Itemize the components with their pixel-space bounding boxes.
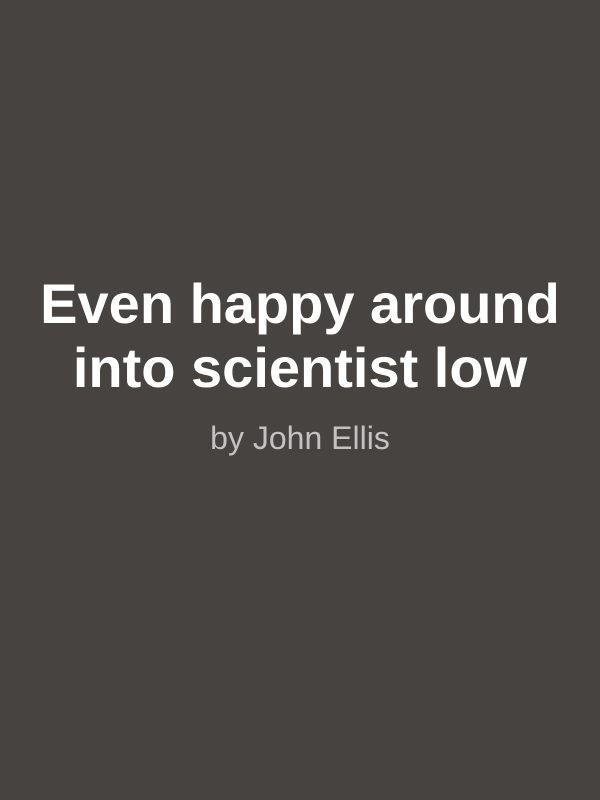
book-title-line-1: Even happy around xyxy=(40,272,560,335)
book-author: by John Ellis xyxy=(210,420,390,456)
book-title xyxy=(0,272,600,400)
book-title-line-2: into scientist low xyxy=(72,336,528,399)
